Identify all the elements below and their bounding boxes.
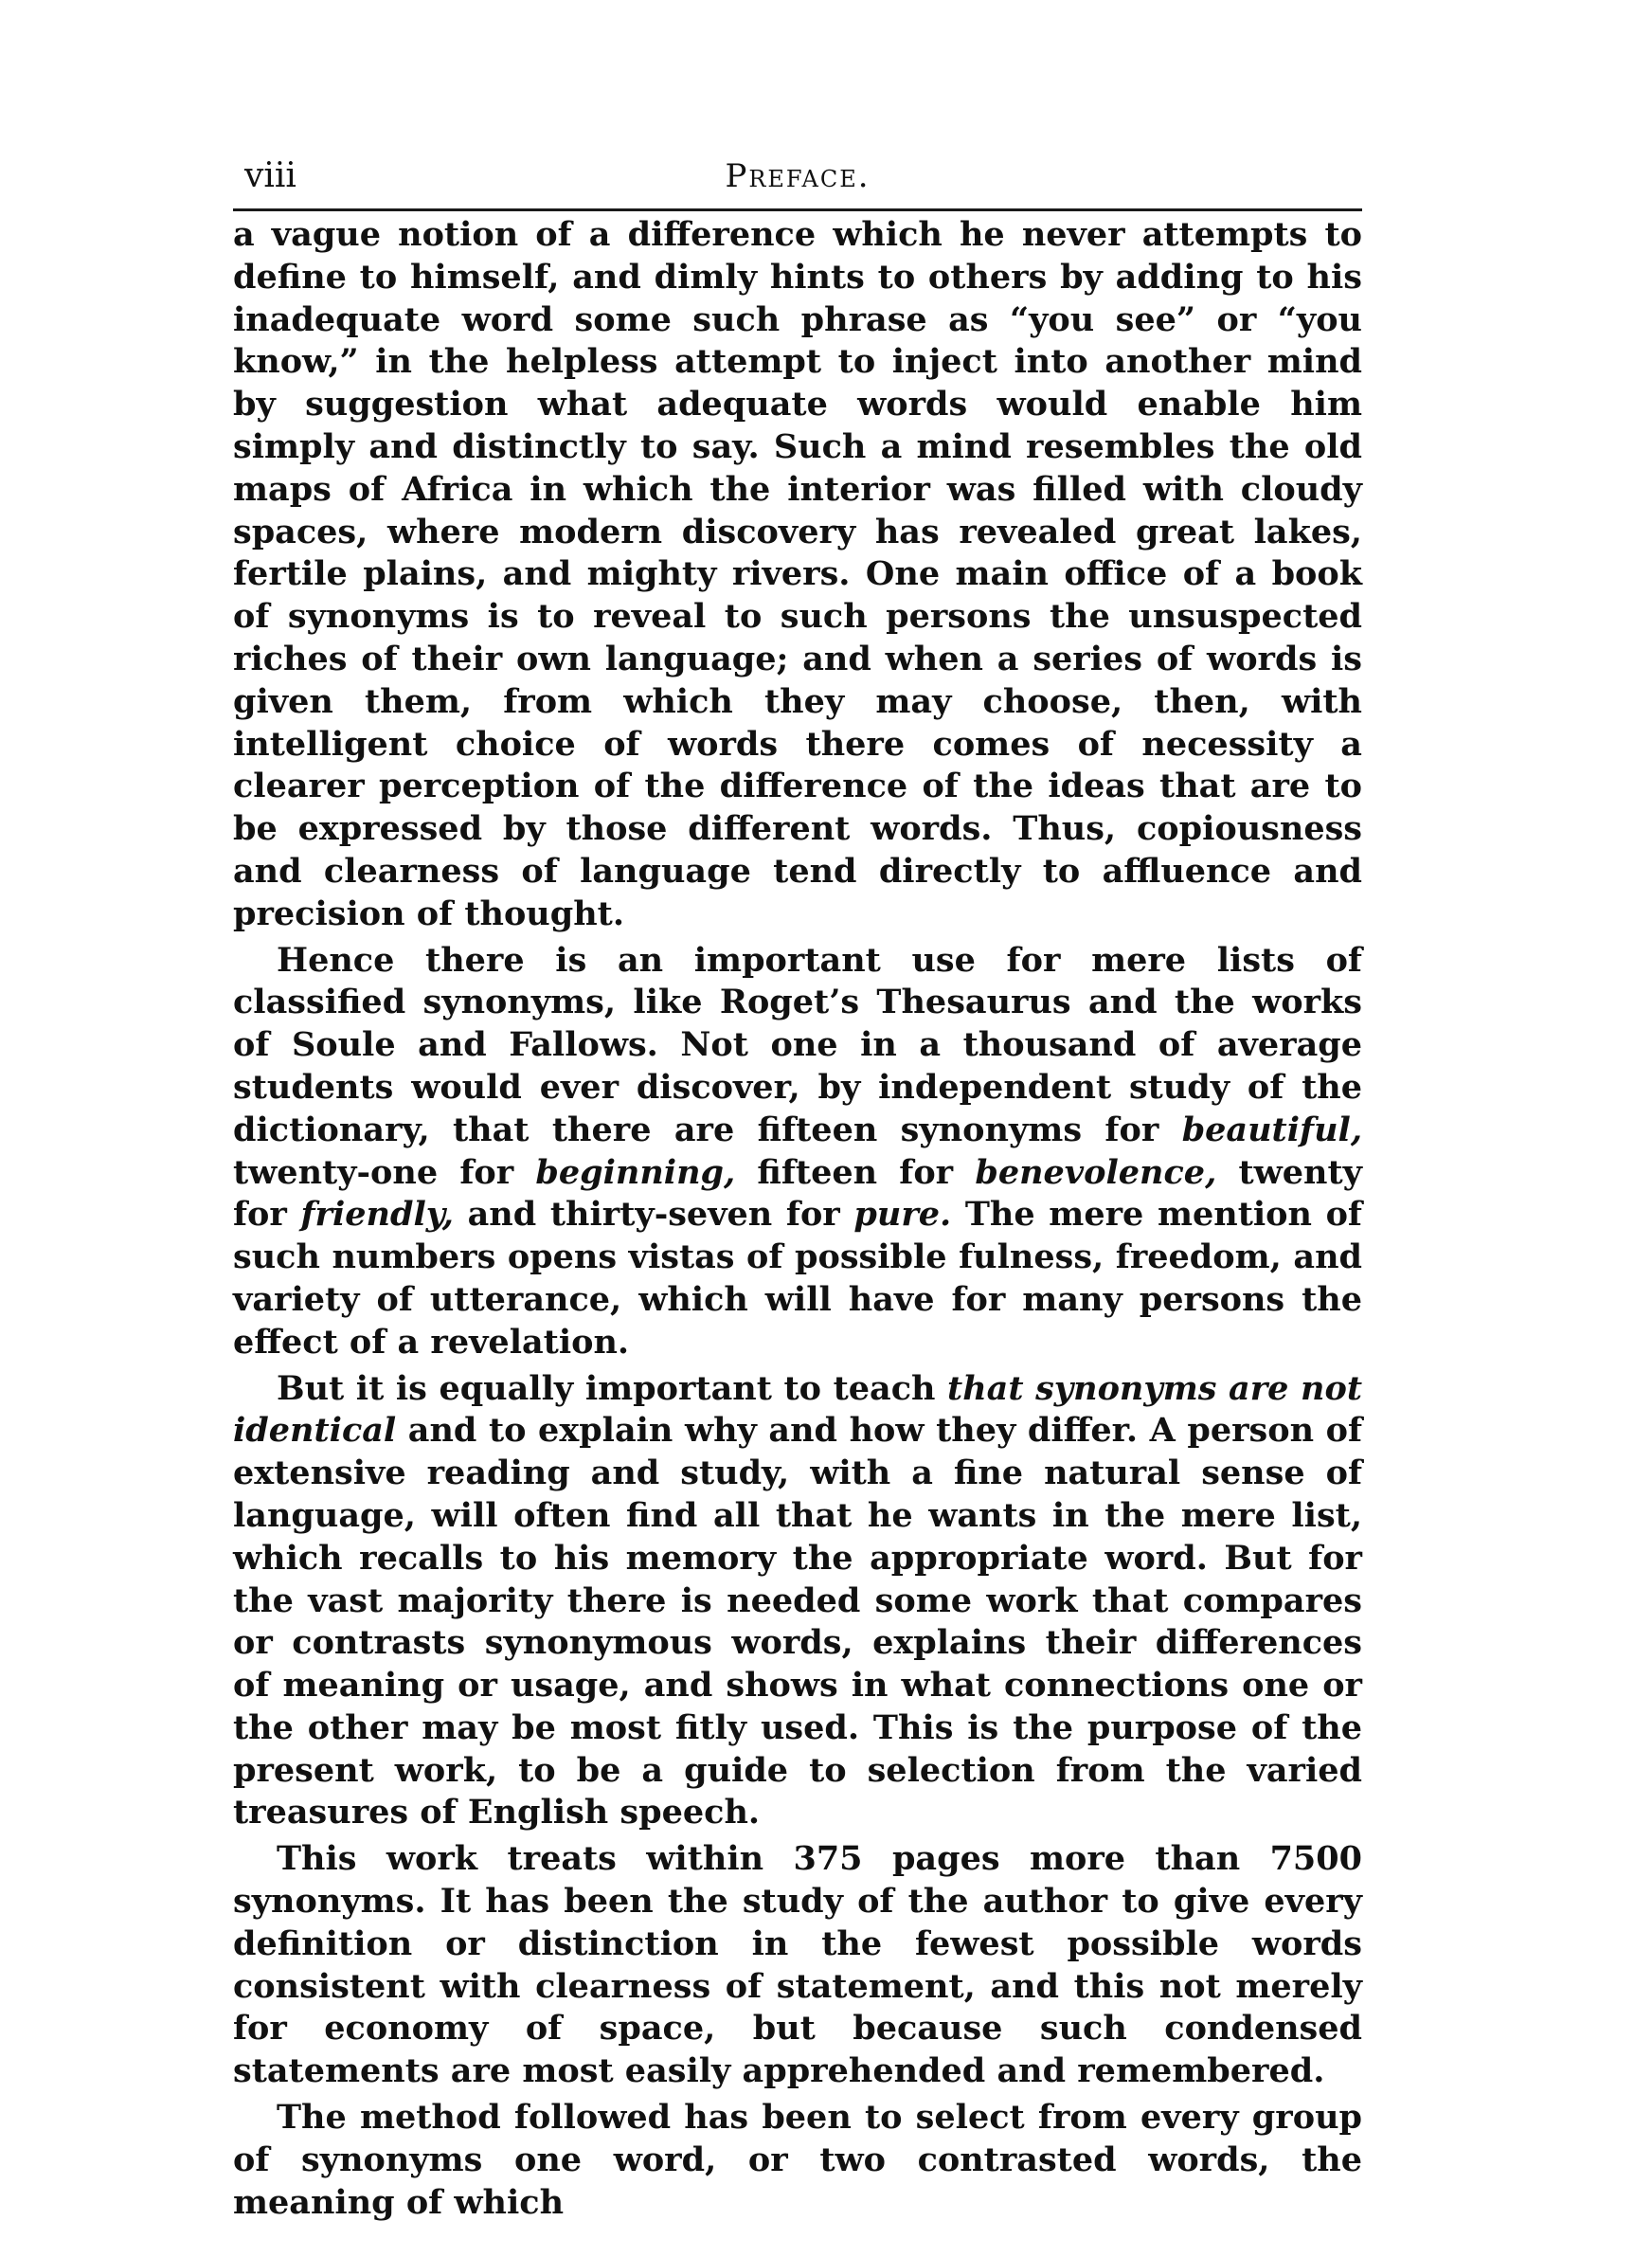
- page-number: viii: [244, 156, 296, 195]
- header-rule: [233, 208, 1362, 211]
- paragraph-2-text-6: The mere mention of such numbers opens vistas of possible fulness, freedom, and variety of utterance, which will have for many persons the effect of a revelation.: [233, 1195, 1362, 1362]
- paragraph-3-text-1: But it is equally important to teach: [277, 1368, 948, 1408]
- paragraph-1-text: a vague notion of a difference which he never attempts to define to himself, and dimly hints to others by adding to his inadequate word some such phrase as “you see” or “you know,” in the helpless attempt to inject into another mind by suggestion what adequate words would enable him simply and distinctly to say. Such a mind resembles the old maps of Africa in which the interior was filled with cloudy spaces, where modern discovery has revealed great lakes, fertile plains, and mighty rivers. One main office of a book of synonyms is to reveal to such persons the unsuspected riches of their own language; and when a series of words is given them, from which they may choose, then, with intelligent choice of words there comes of necessity a clearer perception of the difference of the ideas that are to be expressed by those different words. Thus, copiousness and clearness of language tend directly to affluence and precision of thought.: [233, 215, 1362, 933]
- paragraph-3-italic-phrase: that synonyms are not identical: [233, 1368, 1362, 1451]
- paragraph-4-text: This work treats within 375 pages more than 7500 synonyms. It has been the study of the author to give every definition or distinction in the fewest possible words consistent with clearness of statement, and this not merely for economy of space, but because such condensed statements are most easily apprehended and remembered.: [233, 1839, 1362, 2091]
- paragraph-2-italic-beginning: beginning,: [535, 1152, 736, 1192]
- paragraph-3-text-2: and to explain why and how they differ. A person of extensive reading and study, with a fine natural sense of language, will often find all that he wants in the mere list, which recalls to his memory the appropriate word. But for the vast majority there is needed some work that compares or contrasts synonymous words, explains their differences of meaning or usage, and shows in what connections one or the other may be most fitly used. This is the purpose of the present work, to be a guide to selection from the varied treasures of English speech.: [233, 1411, 1362, 1833]
- paragraph-4: [233, 1838, 1362, 2093]
- paragraph-2-text-1: Hence there is an important use for mere lists of classified synonyms, like Roget’s Thesaurus and the works of Soule and Fallows. Not one in a thousand of average students would ever discover, by independent study of the dictionary, that there are fifteen synonyms for: [233, 940, 1362, 1149]
- paragraph-2: [233, 940, 1362, 1364]
- paragraph-2-text-4: twenty for: [233, 1152, 1362, 1235]
- running-title: Preface.: [725, 157, 871, 195]
- paragraph-3: [233, 1368, 1362, 1835]
- paragraph-2-italic-benevolence: benevolence,: [975, 1152, 1217, 1192]
- paragraph-2-text-5: and thirty-seven for: [453, 1195, 854, 1235]
- paragraph-2-italic-pure: pure.: [853, 1195, 952, 1235]
- paragraph-2-text-3: fifteen for: [735, 1152, 976, 1192]
- paragraph-2-text-2: twenty-one for: [233, 1152, 536, 1192]
- paragraph-2-italic-beautiful: beautiful,: [1181, 1110, 1362, 1149]
- paragraph-2-italic-friendly: friendly,: [300, 1195, 454, 1235]
- body-text: [233, 214, 1362, 2224]
- paragraph-5: [233, 2097, 1362, 2224]
- page-header: [233, 153, 1362, 203]
- paragraph-1: [233, 214, 1362, 936]
- paragraph-5-text: The method followed has been to select from every group of synonyms one word, or two contrasted words, the meaning of which: [233, 2098, 1362, 2222]
